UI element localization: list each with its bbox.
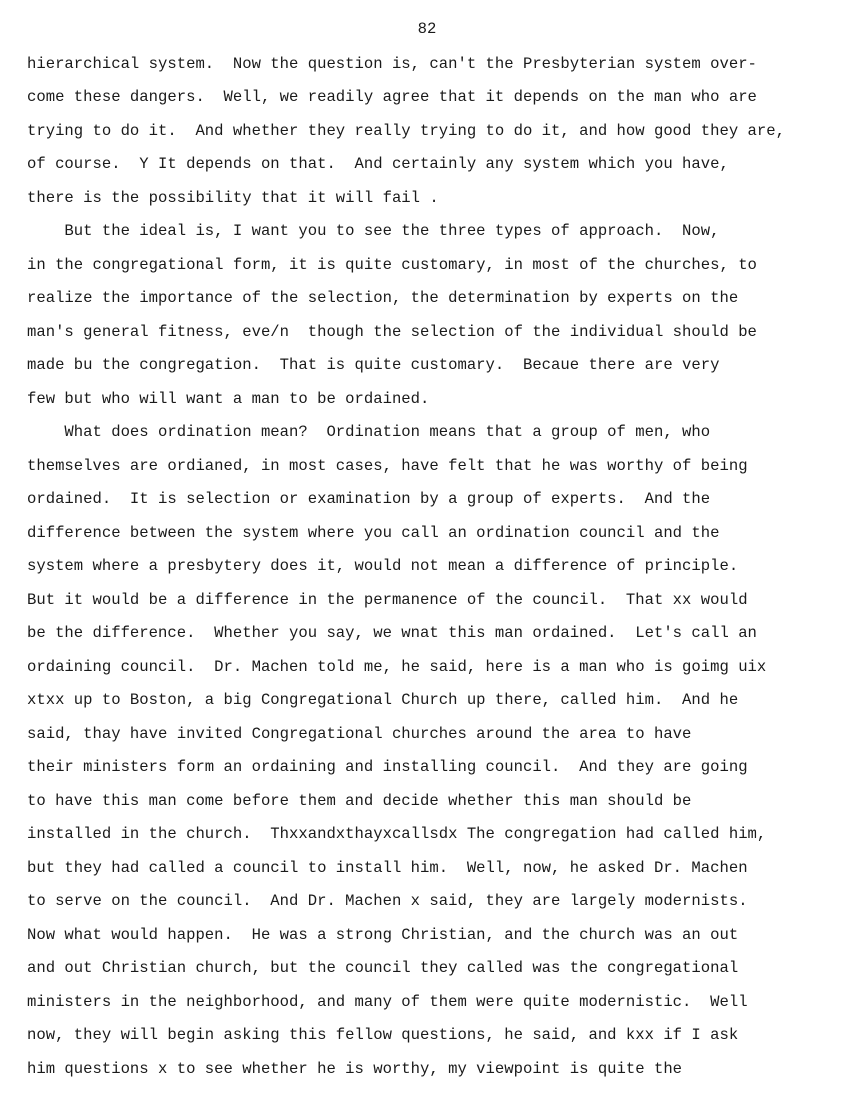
text-line: trying to do it. And whether they really trying to do it, and how good they are, [27,122,785,140]
text-line: hierarchical system. Now the question is, can't the Presbyterian system over- [27,55,757,73]
text-line: to have this man come before them and decide whether this man should be [27,792,692,810]
text-line: realize the importance of the selection, the determination by experts on the [27,289,739,307]
text-line: What does ordination mean? Ordination means that a group of men, who [27,423,711,441]
text-line: installed in the church. Thxxandxthayxcallsdx The congregation had called him, [27,825,767,843]
text-line: man's general fitness, eve/n though the selection of the individual should be [27,323,757,341]
text-line: now, they will begin asking this fellow questions, he said, and kxx if I ask [27,1026,739,1044]
text-line: few but who will want a man to be ordained. [27,390,430,408]
text-line: their ministers form an ordaining and installing council. And they are going [27,758,748,776]
page-number: 82 [417,20,437,38]
text-line: themselves are ordianed, in most cases, have felt that he was worthy of being [27,457,748,475]
text-line: come these dangers. Well, we readily agree that it depends on the man who are [27,88,757,106]
text-line: ordained. It is selection or examination by a group of experts. And the [27,490,711,508]
text-line: xtxx up to Boston, a big Congregational Church up there, called him. And he [27,691,739,709]
text-line: in the congregational form, it is quite customary, in most of the churches, to [27,256,757,274]
text-line: ministers in the neighborhood, and many of them were quite modernistic. Well [27,993,748,1011]
text-line: made bu the congregation. That is quite customary. Becaue there are very [27,356,720,374]
text-line: difference between the system where you call an ordination council and the [27,524,720,542]
text-line: system where a presbytery does it, would not mean a difference of principle. [27,557,739,575]
text-line: ordaining council. Dr. Machen told me, he said, here is a man who is goimg uix [27,658,767,676]
text-line: of course. Y It depends on that. And certainly any system which you have, [27,155,729,173]
text-line: said, thay have invited Congregational churches around the area to have [27,725,692,743]
text-line: and out Christian church, but the council they called was the congregational [27,959,739,977]
text-line: him questions x to see whether he is worthy, my viewpoint is quite the [27,1060,683,1078]
text-line: there is the possibility that it will fail . [27,189,439,207]
text-line: be the difference. Whether you say, we wnat this man ordained. Let's call an [27,624,757,642]
text-line: But the ideal is, I want you to see the three types of approach. Now, [27,222,720,240]
text-line: to serve on the council. And Dr. Machen x said, they are largely modernists. [27,892,748,910]
text-line: Now what would happen. He was a strong Christian, and the church was an out [27,926,739,944]
text-line: But it would be a difference in the permanence of the council. That xx would [27,591,748,609]
text-line: but they had called a council to install him. Well, now, he asked Dr. Machen [27,859,748,877]
